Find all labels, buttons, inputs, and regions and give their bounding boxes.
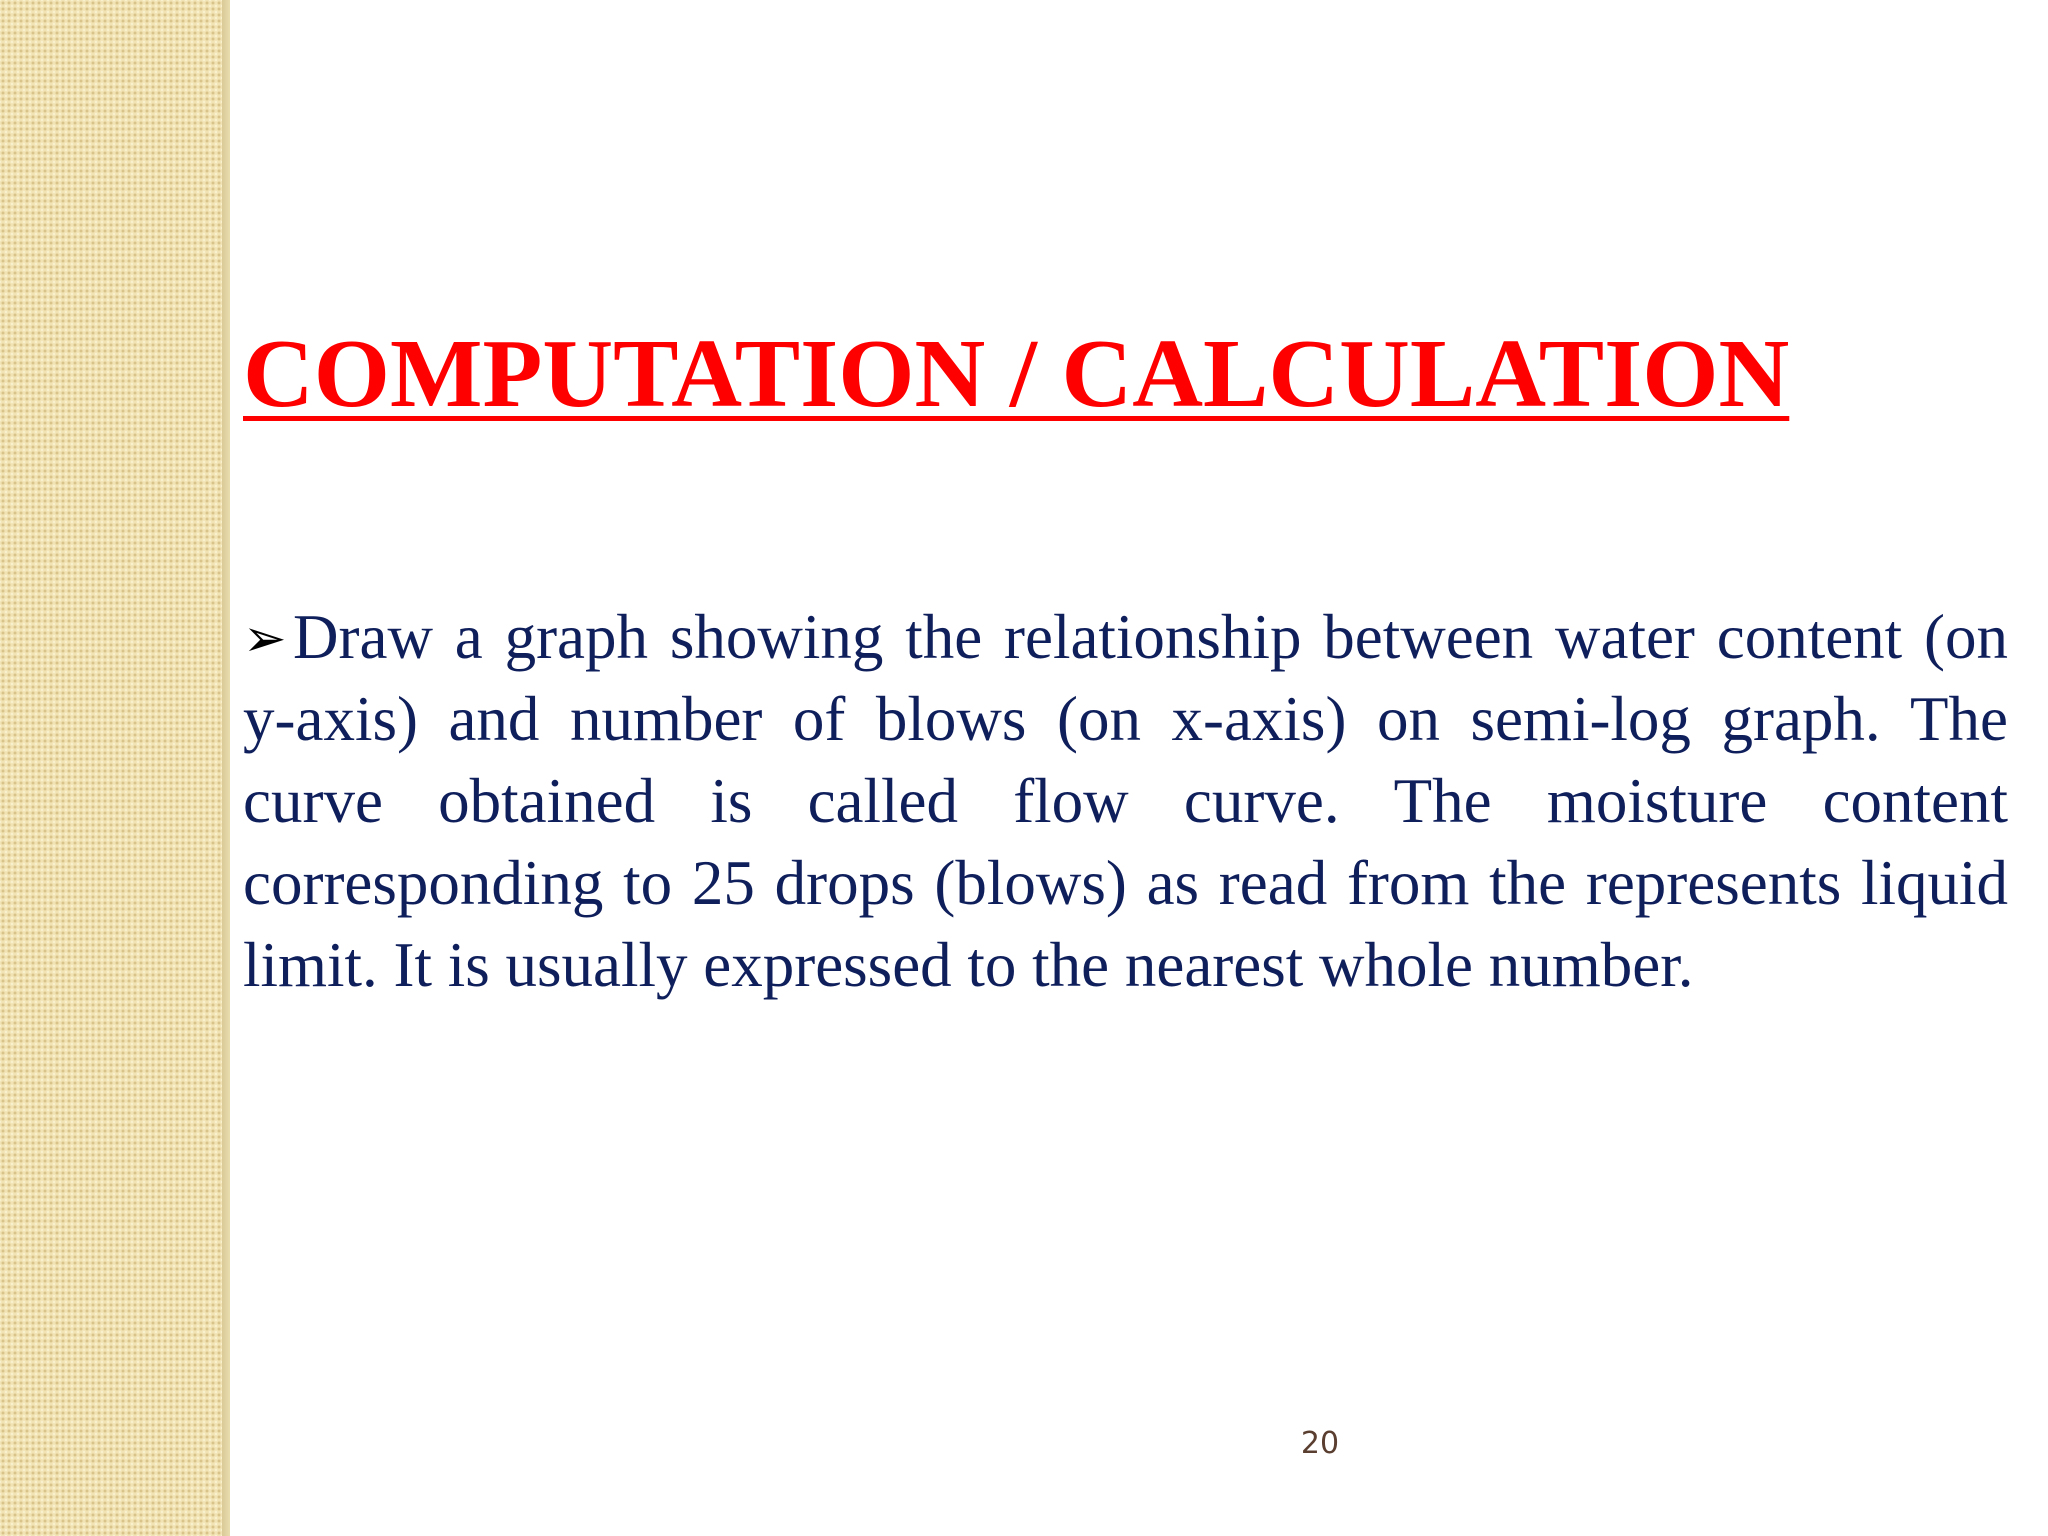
side-strip-edge [222,0,230,1536]
bullet-text: Draw a graph showing the relationship between water content (on y-axis) and number of blows (on x-axis) on semi-log graph. The curve obtained is called flow curve. The moisture content corresponding to 25 drops (blows) as read from the represents liquid limit. It is usually expressed to the nearest whole number. [243,602,2008,1000]
bullet-paragraph [243,596,2008,1006]
slide-title [243,318,2003,431]
page-number: 20 [1300,1426,1340,1461]
slide-title-text: COMPUTATION / CALCULATION [243,320,1790,428]
decorative-side-strip [0,0,222,1536]
arrowhead-bullet-icon: ➢ [243,609,287,669]
